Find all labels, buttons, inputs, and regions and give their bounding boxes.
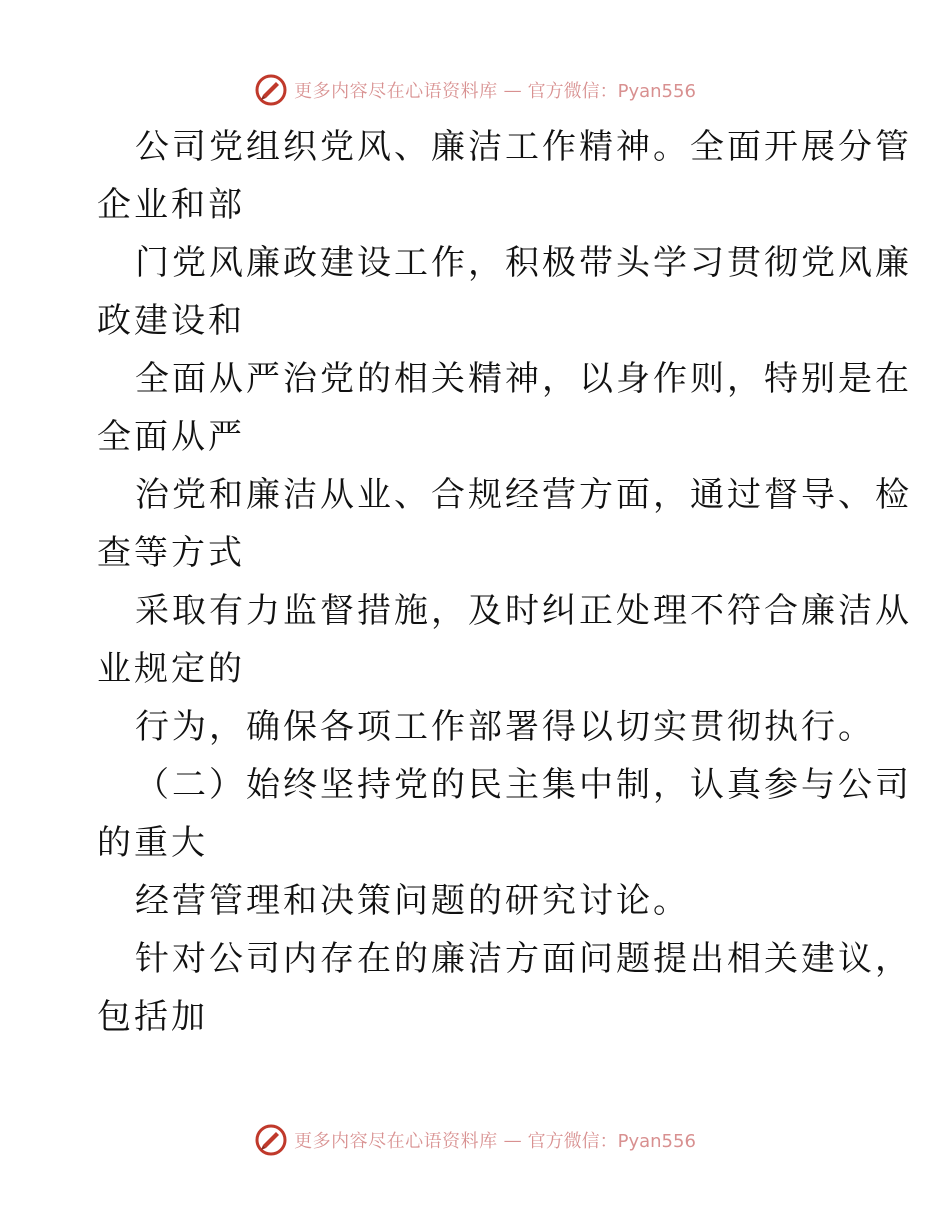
text-line: 门党风廉政建设工作，积极带头学习贯彻党风廉 [135,243,912,283]
watermark-contact: 官方微信：Pyan556 [527,1131,696,1152]
watermark-contact: 官方微信：Pyan556 [527,81,696,102]
text-line: （二）始终坚持党的民主集中制，认真参与公司 [135,765,912,805]
pen-seal-icon [254,73,288,107]
watermark-brand: 更多内容尽在心语资料库 [294,1131,498,1152]
text-line: 公司党组织党风、廉洁工作精神。全面开展分管 [135,127,912,167]
watermark-brand: 更多内容尽在心语资料库 [294,81,498,102]
text-line: 采取有力监督措施，及时纠正处理不符合廉洁从 [135,591,912,631]
watermark-separator: — [503,79,522,101]
text-line: 全面从严治党的相关精神，以身作则，特别是在 [135,359,912,399]
text-line: 针对公司内存在的廉洁方面问题提出相关建议， [135,939,912,979]
text-line: 政建设和 [97,301,245,341]
text-line: 查等方式 [97,533,245,573]
watermark-separator: — [503,1129,522,1151]
text-line: 业规定的 [97,649,245,689]
document-body [97,118,912,1046]
text-line: 包括加 [97,997,208,1037]
text-line: 全面从严 [97,417,245,457]
text-line: 行为，确保各项工作部署得以切实贯彻执行。 [135,707,875,747]
text-line: 企业和部 [97,185,245,225]
footer-watermark [0,1120,950,1160]
text-line: 经营管理和决策问题的研究讨论。 [135,881,690,921]
header-watermark [0,70,950,110]
text-line: 的重大 [97,823,208,863]
text-line: 治党和廉洁从业、合规经营方面，通过督导、检 [135,475,912,515]
pen-seal-icon [254,1123,288,1157]
